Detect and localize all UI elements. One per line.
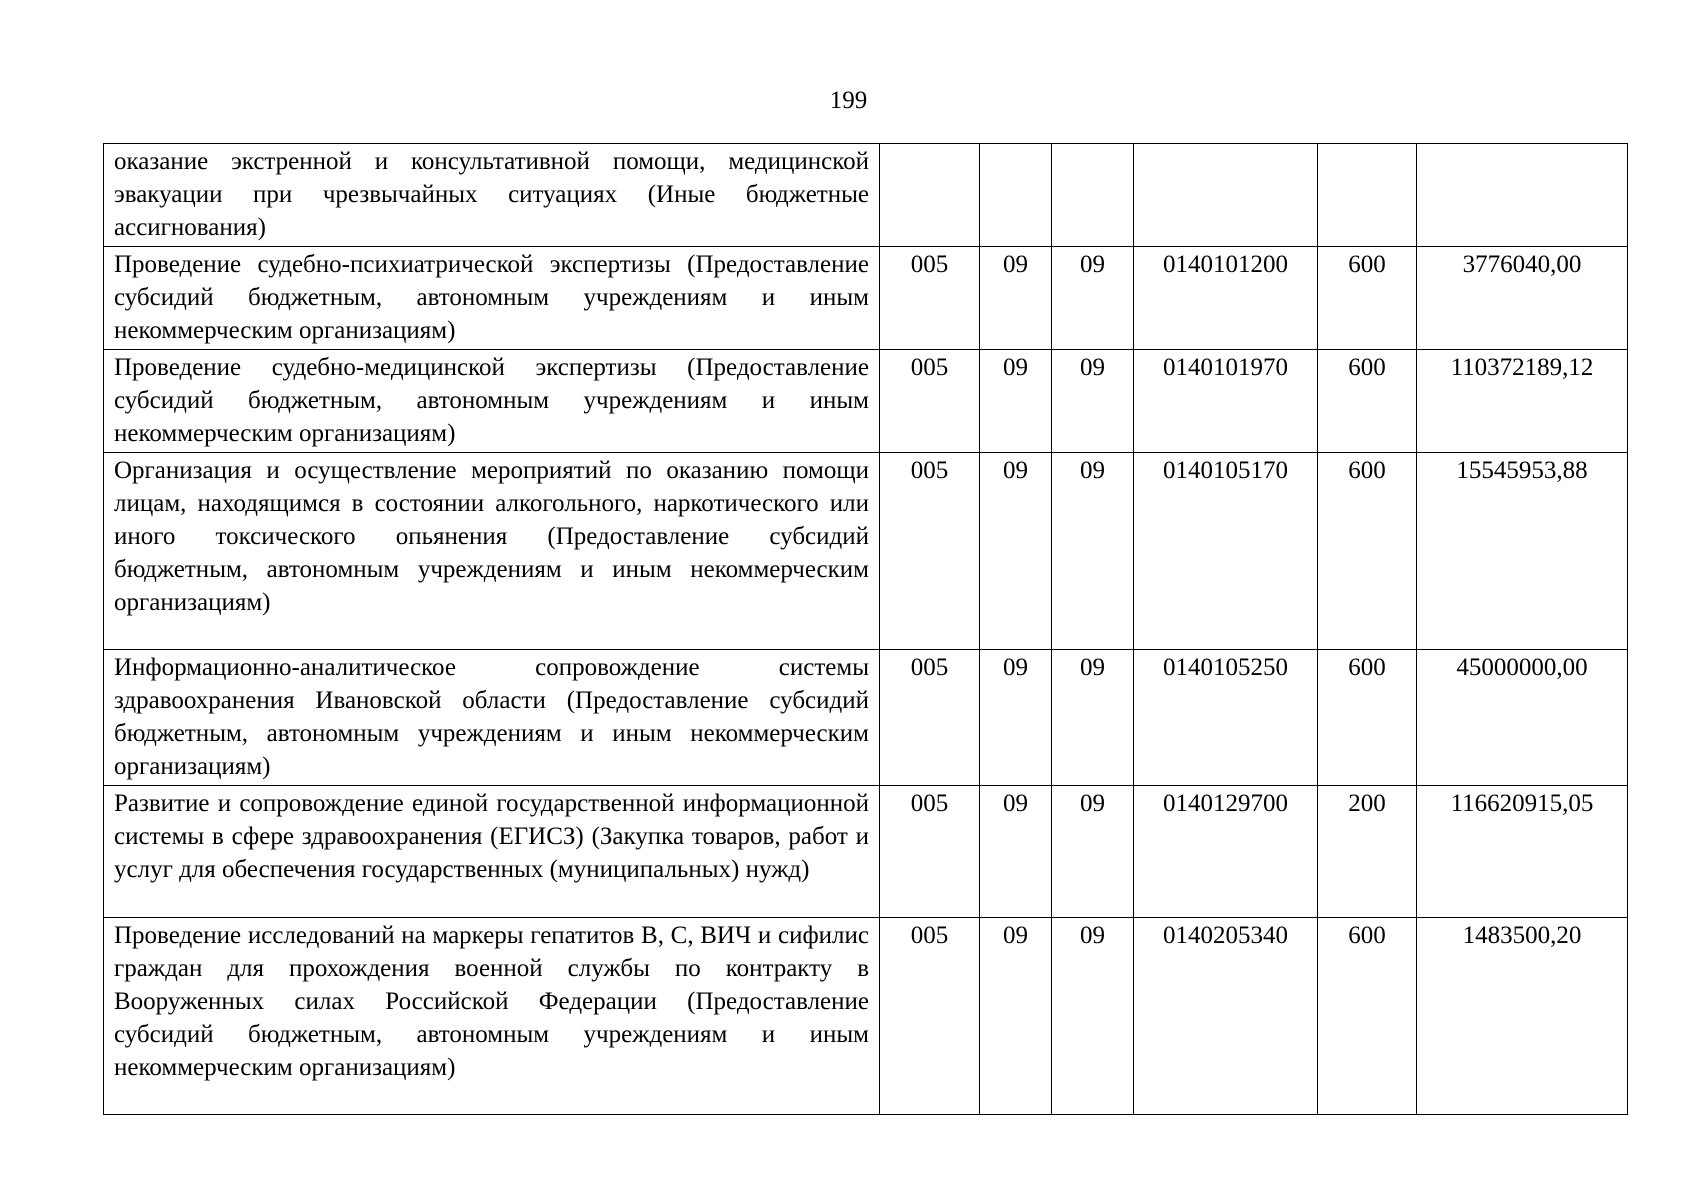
expense-type-cell: 600 [1318,247,1417,350]
table-row [104,650,1628,786]
ministry-code-cell: 005 [880,453,980,650]
table-row [104,144,1628,247]
expense-type-cell: 600 [1318,650,1417,786]
subsection-code-cell: 09 [1052,650,1134,786]
description-cell: Проведение судебно-психиатрической экспертизы (Предоставление субсидий бюджетным, автономным учреждениям и иным некоммерческим организациям) [104,247,880,350]
ministry-code-cell [880,144,980,247]
description-cell: оказание экстренной и консультативной помощи, медицинской эвакуации при чрезвычайных ситуациях (Иные бюджетные ассигнования) [104,144,880,247]
section-code-cell: 09 [980,453,1052,650]
target-article-cell: 0140105170 [1134,453,1318,650]
amount-cell: 15545953,88 [1417,453,1628,650]
target-article-cell: 0140129700 [1134,786,1318,918]
ministry-code-cell: 005 [880,247,980,350]
table-row [104,786,1628,918]
expense-type-cell: 600 [1318,918,1417,1115]
description-cell: Проведение судебно-медицинской экспертизы (Предоставление субсидий бюджетным, автономным учреждениям и иным некоммерческим организациям) [104,350,880,453]
table-row [104,247,1628,350]
budget-table [103,143,1628,1115]
section-code-cell: 09 [980,918,1052,1115]
subsection-code-cell: 09 [1052,918,1134,1115]
description-cell: Проведение исследований на маркеры гепатитов В, С, ВИЧ и сифилис граждан для прохождения военной службы по контракту в Вооруженных силах Российской Федерации (Предоставление субсидий бюджетным, автономным учреждениям и иным некоммерческим организациям) [104,918,880,1115]
subsection-code-cell: 09 [1052,350,1134,453]
table-row [104,350,1628,453]
section-code-cell [980,144,1052,247]
target-article-cell: 0140101200 [1134,247,1318,350]
expense-type-cell: 200 [1318,786,1417,918]
target-article-cell: 0140205340 [1134,918,1318,1115]
ministry-code-cell: 005 [880,786,980,918]
amount-cell: 110372189,12 [1417,350,1628,453]
expense-type-cell: 600 [1318,350,1417,453]
amount-cell: 45000000,00 [1417,650,1628,786]
subsection-code-cell [1052,144,1134,247]
ministry-code-cell: 005 [880,350,980,453]
section-code-cell: 09 [980,650,1052,786]
amount-cell [1417,144,1628,247]
amount-cell: 116620915,05 [1417,786,1628,918]
amount-cell: 1483500,20 [1417,918,1628,1115]
section-code-cell: 09 [980,786,1052,918]
amount-cell: 3776040,00 [1417,247,1628,350]
table-row [104,453,1628,650]
section-code-cell: 09 [980,350,1052,453]
ministry-code-cell: 005 [880,918,980,1115]
subsection-code-cell: 09 [1052,453,1134,650]
description-cell: Организация и осуществление мероприятий по оказанию помощи лицам, находящимся в состоянии алкогольного, наркотического или иного токсического опьянения (Предоставление субсидий бюджетным, автономным учреждениям и иным некоммерческим организациям) [104,453,880,650]
expense-type-cell [1318,144,1417,247]
subsection-code-cell: 09 [1052,247,1134,350]
target-article-cell: 0140105250 [1134,650,1318,786]
section-code-cell: 09 [980,247,1052,350]
subsection-code-cell: 09 [1052,786,1134,918]
expense-type-cell: 600 [1318,453,1417,650]
target-article-cell: 0140101970 [1134,350,1318,453]
description-cell: Развитие и сопровождение единой государственной информационной системы в сфере здравоохранения (ЕГИСЗ) (Закупка товаров, работ и услуг для обеспечения государственных (муниципальных) нужд) [104,786,880,918]
page-number: 199 [829,87,868,114]
ministry-code-cell: 005 [880,650,980,786]
target-article-cell [1134,144,1318,247]
description-cell: Информационно-аналитическое сопровождение системы здравоохранения Ивановской области (Предоставление субсидий бюджетным, автономным учреждениям и иным некоммерческим организациям) [104,650,880,786]
table-row [104,918,1628,1115]
